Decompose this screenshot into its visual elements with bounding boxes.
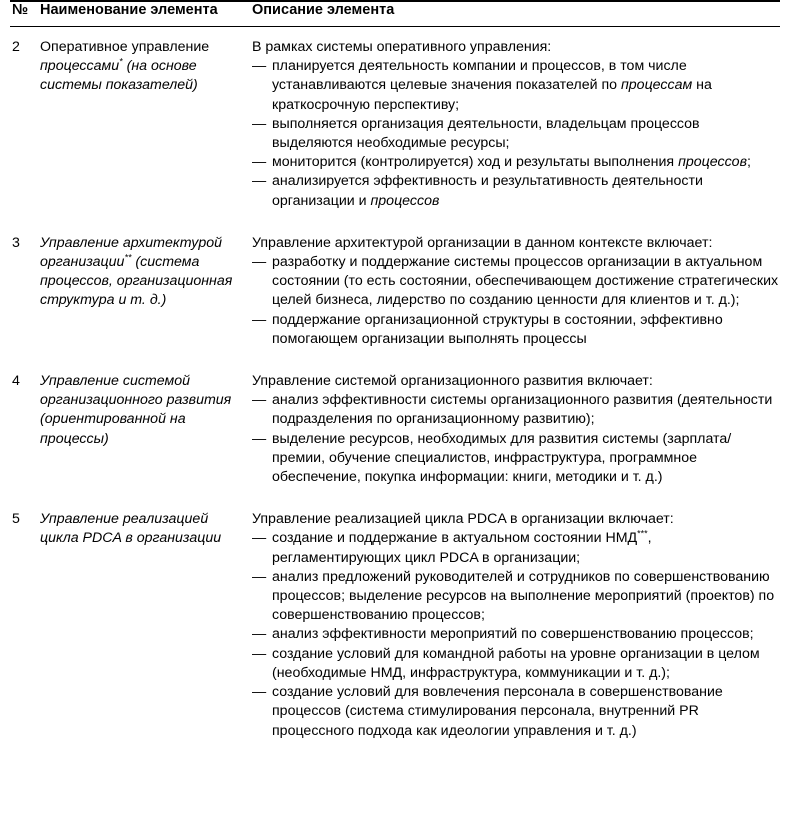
row-element-description bbox=[250, 372, 780, 487]
row-number: 3 bbox=[12, 234, 20, 251]
row-element-description bbox=[250, 38, 780, 211]
list-item: — анализ эффективности системы организационного развития (деятельности подразделения по организационному развитию); bbox=[252, 392, 773, 428]
list-item: — мониторится (контролируется) ход и результаты выполнения процессов; bbox=[252, 154, 751, 171]
description-lead: В рамках системы оперативного управления: bbox=[252, 39, 552, 55]
row-element-name: Управление системой организационного развития (ориентированной на процессы) bbox=[40, 373, 232, 447]
table-row bbox=[10, 223, 780, 353]
list-item: — анализ эффективности мероприятий по совершенствованию процессов; bbox=[252, 626, 754, 643]
row-number: 4 bbox=[12, 373, 20, 390]
description-lead: Управление системой организационного развития включает: bbox=[252, 373, 653, 390]
list-item: — создание и поддержание в актуальном состоянии НМД***, регламентирующих цикл PDCA в организации; bbox=[252, 528, 652, 566]
list-item: — выполняется организация деятельности, владельцам процессов выделяются необходимые ресурсы; bbox=[252, 115, 700, 152]
row-element-description bbox=[250, 234, 780, 349]
table-row bbox=[10, 499, 780, 744]
row-number: 2 bbox=[12, 39, 20, 55]
row-gap bbox=[10, 353, 780, 361]
list-item: — создание условий для вовлечения персонала в совершенствование процессов (система стимулирования персонала, внутренний PR процессного подхода как идеологии управления и т. д.) bbox=[252, 684, 723, 739]
table-header-row bbox=[10, 2, 780, 26]
row-element-name: Управление реализацией цикла PDCA в организации bbox=[40, 511, 222, 547]
row-element-name: Управление архитектурой организации** (система процессов, организационная структура и т. д.) bbox=[40, 234, 233, 309]
list-item: — поддержание организационной структуры в состоянии, эффективно помогающем организации выполнять процессы bbox=[252, 311, 723, 347]
table-row bbox=[10, 361, 780, 491]
row-gap bbox=[10, 215, 780, 223]
description-lead: Управление реализацией цикла PDCA в организации включает: bbox=[252, 511, 674, 528]
row-number: 5 bbox=[12, 511, 20, 528]
list-item: — создание условий для командной работы на уровне организации в целом (необходимые НМД, инфраструктура, коммуникации и т. д.); bbox=[252, 645, 760, 681]
row-gap bbox=[10, 491, 780, 499]
list-item: — выделение ресурсов, необходимых для развития системы (зарплата/премии, обучение специалистов, инфраструктура, программное обеспечение, покупка информации: книги, методики и т. д.) bbox=[252, 430, 732, 486]
description-list bbox=[252, 57, 780, 211]
table-row bbox=[10, 27, 780, 215]
row-element-description bbox=[250, 510, 780, 740]
list-item: — анализируется эффективность и результативность деятельности организации и процессов bbox=[252, 173, 703, 209]
list-item: — планируется деятельность компании и процессов, в том числе устанавливаются целевые значения показателей по процессам на краткосрочную перспективу; bbox=[252, 58, 712, 113]
description-list bbox=[252, 529, 780, 740]
header-element-name: Наименование элемента bbox=[40, 2, 218, 18]
description-list bbox=[252, 253, 780, 349]
row-element-name: Оперативное управление процессами* (на основе системы показателей) bbox=[40, 39, 210, 94]
list-item: — анализ предложений руководителей и сотрудников по совершенствованию процессов; выделение ресурсов на выполнение мероприятий (проектов) по совершенствованию процессов; bbox=[252, 568, 775, 624]
description-lead: Управление архитектурой организации в данном контексте включает: bbox=[252, 234, 713, 251]
header-element-description: Описание элемента bbox=[252, 2, 395, 18]
header-number: № bbox=[12, 2, 29, 18]
description-list bbox=[252, 391, 780, 487]
list-item: — разработку и поддержание системы процессов организации в актуальном состоянии (то есть состоянии, обеспечивающем достижение стратегических целей бизнеса, лидерство по созданию ценности для клиентов и т. д.); bbox=[252, 254, 779, 309]
